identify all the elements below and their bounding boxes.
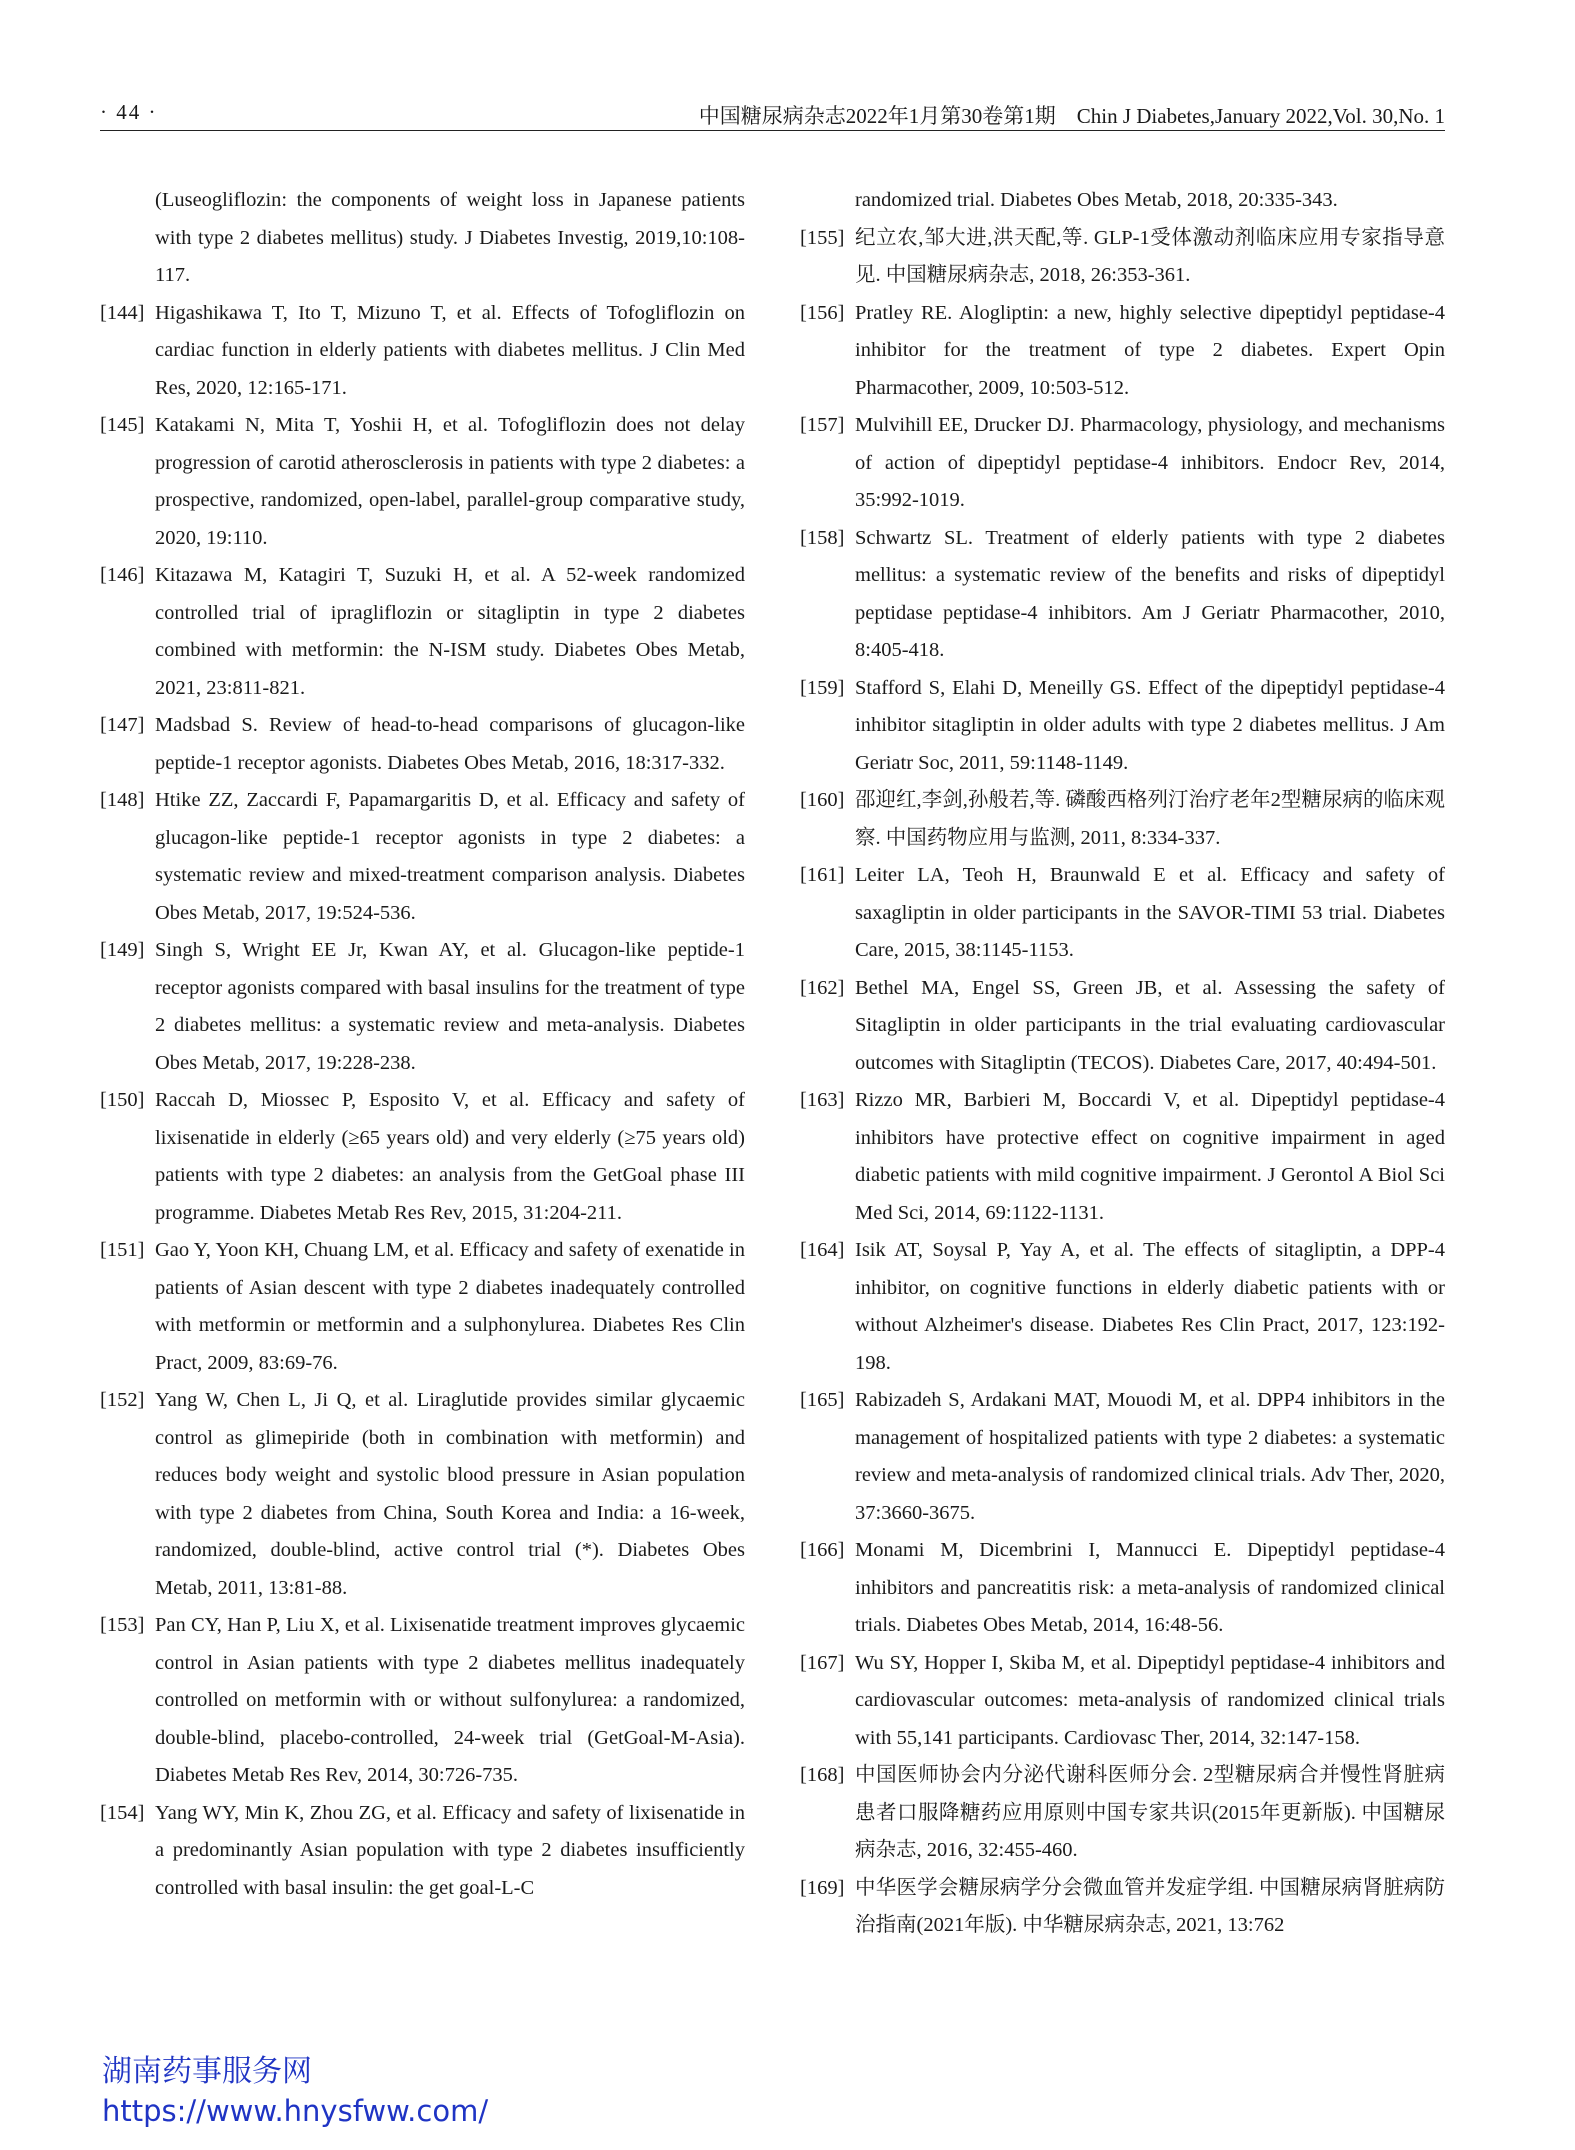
reference-item [800,182,1445,220]
reference-item [800,970,1445,1083]
reference-item [100,1082,745,1232]
reference-text: 中国医师协会内分泌代谢科医师分会. 2型糖尿病合并慢性肾脏病患者口服降糖药应用原则中国专家共识(2015年更新版). 中国糖尿病杂志, 2016, 32:455-460. [855,1764,1445,1861]
reference-number: [160] [800,789,845,811]
reference-text: randomized trial. Diabetes Obes Metab, 2018, 20:335-343. [855,189,1338,211]
reference-text: Stafford S, Elahi D, Meneilly GS. Effect of the dipeptidyl peptidase-4 inhibitor sitagliptin in older adults with type 2 diabetes mellitus. J Am Geriatr Soc, 2011, 59:1148-1149. [855,676,1445,774]
watermark-site-name: 湖南药事服务网 [102,2054,312,2089]
reference-item [800,1532,1445,1645]
reference-number: [157] [800,414,845,436]
reference-text: Htike ZZ, Zaccardi F, Papamargaritis D, et al. Efficacy and safety of glucagon-like peptide-1 receptor agonists in type 2 diabetes: a systematic review and mixed-treatment comparison analysis. Diabetes Obes Metab, 2017, 19:524-536. [155,789,745,924]
reference-column-right [800,182,1445,1945]
reference-text: Pratley RE. Alogliptin: a new, highly selective dipeptidyl peptidase-4 inhibitor for the treatment of type 2 diabetes. Expert Opin Pharmacother, 2009, 10:503-512. [855,301,1445,399]
reference-text: Gao Y, Yoon KH, Chuang LM, et al. Efficacy and safety of exenatide in patients of Asian descent with type 2 diabetes inadequately controlled with metformin or metformin and a sulphonylurea. Diabetes Res Clin Pract, 2009, 83:69-76. [155,1239,745,1374]
reference-number: [150] [100,1089,145,1111]
reference-text: Pan CY, Han P, Liu X, et al. Lixisenatide treatment improves glycaemic control in Asian patients with type 2 diabetes mellitus inadequately controlled on metformin with or without sulfonylurea: a randomized, double-blind, placebo-controlled, 24-week trial (GetGoal-M-Asia). Diabetes Metab Res Rev, 2014, 30:726-735. [155,1614,745,1786]
reference-item [100,1795,745,1908]
reference-number: [159] [800,676,845,699]
reference-item [100,295,745,408]
reference-number: [166] [800,1539,845,1561]
reference-column-left [100,182,745,1907]
page-number: · 44 · [100,100,158,124]
reference-text: Rizzo MR, Barbieri M, Boccardi V, et al. Dipeptidyl peptidase-4 inhibitors have protective effect on cognitive impairment in aged diabetic patients with mild cognitive impairment. J Gerontol A Biol Sci Med Sci, 2014, 69:1122-1131. [855,1089,1445,1224]
reference-item [100,557,745,707]
reference-text: Wu SY, Hopper I, Skiba M, et al. Dipeptidyl peptidase-4 inhibitors and cardiovascular outcomes: meta-analysis of randomized clinical trials with 55,141 participants. Cardiovasc Ther, 2014, 32:147-158. [855,1651,1445,1749]
watermark-url[interactable]: https://www.hnysfww.com/ [102,2094,489,2128]
reference-item [800,1870,1445,1945]
reference-item [800,220,1445,295]
reference-number: [156] [800,301,845,324]
reference-text: Singh S, Wright EE Jr, Kwan AY, et al. Glucagon-like peptide-1 receptor agonists compared with basal insulins for the treatment of type 2 diabetes mellitus: a systematic review and meta-analysis. Diabetes Obes Metab, 2017, 19:228-238. [155,939,745,1074]
reference-text: 邵迎红,李剑,孙般若,等. 磷酸西格列汀治疗老年2型糖尿病的临床观察. 中国药物应用与监测, 2011, 8:334-337. [855,789,1445,849]
reference-item [100,1607,745,1795]
reference-number: [167] [800,1651,845,1674]
reference-item [100,1232,745,1382]
reference-text: Madsbad S. Review of head-to-head comparisons of glucagon-like peptide-1 receptor agonists. Diabetes Obes Metab, 2016, 18:317-332. [155,714,745,774]
reference-item [800,295,1445,408]
reference-text: 中华医学会糖尿病学分会微血管并发症学组. 中国糖尿病肾脏病防治指南(2021年版). 中华糖尿病杂志, 2021, 13:762 [855,1876,1445,1936]
reference-item [800,520,1445,670]
reference-item [800,1382,1445,1532]
reference-item [800,670,1445,783]
reference-number: [164] [800,1239,845,1261]
reference-text: Schwartz SL. Treatment of elderly patients with type 2 diabetes mellitus: a systematic review of the benefits and risks of dipeptidyl peptidase peptidase-4 inhibitors. Am J Geriatr Pharmacother, 2010, 8:405-418. [855,526,1445,661]
reference-item [100,182,745,295]
reference-text: Katakami N, Mita T, Yoshii H, et al. Tofogliflozin does not delay progression of carotid atherosclerosis in patients with type 2 diabetes: a prospective, randomized, open-label, parallel-group comparative study, 2020, 19:110. [155,414,745,549]
reference-text: Isik AT, Soysal P, Yay A, et al. The effects of sitagliptin, a DPP-4 inhibitor, on cognitive functions in elderly diabetic patients with or without Alzheimer's disease. Diabetes Res Clin Pract, 2017, 123:192-198. [855,1239,1445,1374]
reference-number: [151] [100,1239,145,1261]
reference-number: [149] [100,939,145,961]
reference-number: [145] [100,414,145,436]
reference-item [100,782,745,932]
reference-text: Yang WY, Min K, Zhou ZG, et al. Efficacy and safety of lixisenatide in a predominantly Asian population with type 2 diabetes insufficiently controlled with basal insulin: the get goal-L-C [155,1801,745,1899]
reference-text: Monami M, Dicembrini I, Mannucci E. Dipeptidyl peptidase-4 inhibitors and pancreatitis risk: a meta-analysis of randomized clinical trials. Diabetes Obes Metab, 2014, 16:48-56. [855,1539,1445,1636]
reference-text: Raccah D, Miossec P, Esposito V, et al. Efficacy and safety of lixisenatide in elderly (≥65 years old) and very elderly (≥75 years old) patients with type 2 diabetes: an analysis from the GetGoal phase III programme. Diabetes Metab Res Rev, 2015, 31:204-211. [155,1089,745,1224]
watermark [102,2052,488,2130]
reference-item [800,857,1445,970]
reference-number: [161] [800,864,845,886]
reference-item [800,407,1445,520]
reference-item [800,1645,1445,1758]
reference-number: [147] [100,714,145,736]
reference-text: Leiter LA, Teoh H, Braunwald E et al. Efficacy and safety of saxagliptin in older participants in the SAVOR-TIMI 53 trial. Diabetes Care, 2015, 38:1145-1153. [855,864,1445,961]
reference-number: [153] [100,1614,145,1636]
reference-number: [165] [800,1389,845,1411]
reference-text: Bethel MA, Engel SS, Green JB, et al. Assessing the safety of Sitagliptin in older participants in the trial evaluating cardiovascular outcomes with Sitagliptin (TECOS). Diabetes Care, 2017, 40:494-501. [855,976,1445,1074]
reference-item [800,1232,1445,1382]
reference-text: Mulvihill EE, Drucker DJ. Pharmacology, physiology, and mechanisms of action of dipeptidyl peptidase-4 inhibitors. Endocr Rev, 2014, 35:992-1019. [855,414,1445,511]
reference-number: [169] [800,1876,845,1899]
reference-text: Higashikawa T, Ito T, Mizuno T, et al. Effects of Tofogliflozin on cardiac function in elderly patients with diabetes mellitus. J Clin Med Res, 2020, 12:165-171. [155,301,745,399]
reference-item [800,782,1445,857]
reference-number: [163] [800,1089,845,1111]
reference-number: [146] [100,564,145,586]
reference-text: Rabizadeh S, Ardakani MAT, Mouodi M, et al. DPP4 inhibitors in the management of hospitalized patients with type 2 diabetes: a systematic review and meta-analysis of randomized clinical trials. Adv Ther, 2020, 37:3660-3675. [855,1389,1445,1524]
running-header [100,96,1445,131]
reference-text: Kitazawa M, Katagiri T, Suzuki H, et al. A 52-week randomized controlled trial of ipragliflozin or sitagliptin in type 2 diabetes combined with metformin: the N-ISM study. Diabetes Obes Metab, 2021, 23:811-821. [155,564,745,699]
journal-title: 中国糖尿病杂志2022年1月第30卷第1期 Chin J Diabetes,January 2022,Vol. 30,No. 1 [698,104,1445,128]
reference-item [800,1082,1445,1232]
reference-item [100,932,745,1082]
reference-number: [152] [100,1389,145,1411]
reference-text: 纪立农,邹大进,洪天配,等. GLP-1受体激动剂临床应用专家指导意见. 中国糖尿病杂志, 2018, 26:353-361. [855,226,1445,286]
reference-number: [158] [800,526,845,549]
reference-text: (Luseogliflozin: the components of weight loss in Japanese patients with type 2 diabetes mellitus) study. J Diabetes Investig, 2019,10:108-117. [155,189,745,286]
reference-item [100,407,745,557]
reference-number: [148] [100,789,145,811]
reference-number: [154] [100,1801,145,1824]
reference-number: [144] [100,301,145,324]
reference-item [800,1757,1445,1870]
reference-number: [155] [800,226,845,249]
reference-text: Yang W, Chen L, Ji Q, et al. Liraglutide provides similar glycaemic control as glimepiride (both in combination with metformin) and reduces body weight and systolic blood pressure in Asian population with type 2 diabetes from China, South Korea and India: a 16-week, randomized, double-blind, active control trial (*). Diabetes Obes Metab, 2011, 13:81-88. [155,1389,745,1599]
reference-number: [162] [800,976,845,999]
reference-number: [168] [800,1764,845,1786]
reference-item [100,707,745,782]
reference-item [100,1382,745,1607]
